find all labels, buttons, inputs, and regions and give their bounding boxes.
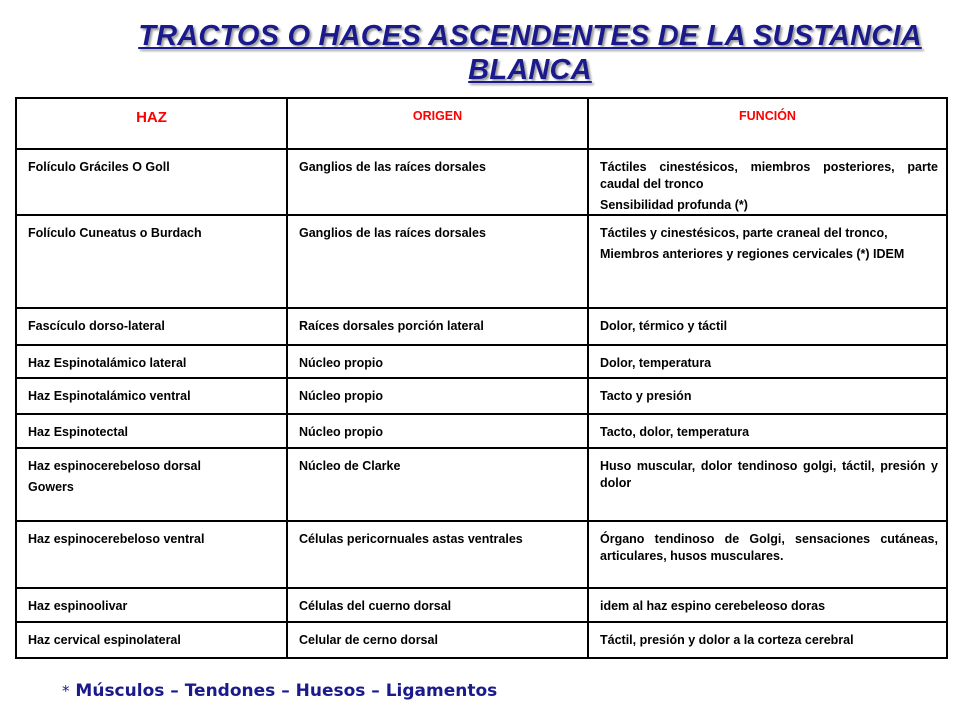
- cell-funcion: [588, 448, 947, 521]
- cell-funcion-text-2: Miembros anteriores y regiones cervicales (*) IDEM: [600, 247, 905, 261]
- cell-haz-text: Haz espinocerebeloso dorsal: [28, 459, 201, 473]
- haces-table: [15, 97, 948, 659]
- cell-origen: [287, 521, 588, 588]
- cell-funcion: [588, 149, 947, 215]
- cell-origen-text: Ganglios de las raíces dorsales: [299, 160, 486, 174]
- cell-funcion-text-2: Sensibilidad profunda (*): [600, 198, 748, 212]
- table-row: [16, 622, 947, 658]
- page-title-line-2: BLANCA: [468, 54, 592, 86]
- header-haz: HAZ: [16, 98, 287, 149]
- cell-funcion: [588, 378, 947, 414]
- header-origen: ORIGEN: [287, 98, 588, 149]
- footnote-text: Músculos – Tendones – Huesos – Ligamentos: [75, 681, 498, 701]
- cell-funcion-text: Dolor, temperatura: [600, 356, 712, 370]
- cell-haz: [16, 149, 287, 215]
- cell-origen-text: Núcleo de Clarke: [299, 459, 401, 473]
- table-row: [16, 448, 947, 521]
- cell-funcion-text: Dolor, térmico y táctil: [600, 319, 728, 333]
- table-row: [16, 414, 947, 448]
- cell-haz-text: Haz Espinotalámico ventral: [28, 389, 191, 403]
- cell-origen: [287, 414, 588, 448]
- cell-origen: [287, 308, 588, 345]
- cell-haz-text-2: Gowers: [28, 480, 74, 494]
- cell-funcion: [588, 521, 947, 588]
- cell-haz: [16, 215, 287, 308]
- cell-funcion-text: Táctiles cinestésicos, miembros posteriores, parte caudal del tronco: [600, 160, 938, 191]
- cell-origen-text: Núcleo propio: [299, 389, 384, 403]
- cell-haz-text: Haz Espinotalámico lateral: [28, 356, 187, 370]
- cell-haz-text: Haz Espinotectal: [28, 425, 129, 439]
- page-title-line-1: TRACTOS O HACES ASCENDENTES DE LA SUSTANCIA: [138, 20, 922, 52]
- table-row: [16, 378, 947, 414]
- cell-haz: [16, 414, 287, 448]
- cell-origen: [287, 448, 588, 521]
- cell-haz-text: Haz espinocerebeloso ventral: [28, 532, 205, 546]
- cell-origen-text: Núcleo propio: [299, 356, 384, 370]
- cell-funcion-text: Órgano tendinoso de Golgi, sensaciones cutáneas, articulares, husos musculares.: [600, 532, 938, 563]
- cell-haz: [16, 521, 287, 588]
- cell-origen: [287, 622, 588, 658]
- cell-funcion: [588, 414, 947, 448]
- cell-funcion: [588, 622, 947, 658]
- cell-funcion: [588, 215, 947, 308]
- header-funcion: FUNCIÓN: [588, 98, 947, 149]
- cell-haz-text: Folículo Gráciles O Goll: [28, 160, 170, 174]
- cell-funcion: [588, 308, 947, 345]
- cell-haz-text: Haz espinoolivar: [28, 599, 128, 613]
- cell-funcion-text: Tacto y presión: [600, 389, 692, 403]
- cell-funcion: [588, 345, 947, 378]
- cell-haz: [16, 378, 287, 414]
- cell-origen: [287, 378, 588, 414]
- cell-haz-text: Fascículo dorso-lateral: [28, 319, 165, 333]
- cell-origen: [287, 588, 588, 622]
- cell-haz: [16, 308, 287, 345]
- cell-origen: [287, 149, 588, 215]
- cell-origen-text: Células del cuerno dorsal: [299, 599, 452, 613]
- cell-haz: [16, 345, 287, 378]
- cell-origen-text: Ganglios de las raíces dorsales: [299, 226, 486, 240]
- cell-origen: [287, 345, 588, 378]
- cell-funcion: [588, 588, 947, 622]
- cell-origen-text: Células pericornuales astas ventrales: [299, 532, 523, 546]
- cell-funcion-text: Táctil, presión y dolor a la corteza cerebral: [600, 633, 854, 647]
- cell-haz-text: Folículo Cuneatus o Burdach: [28, 226, 202, 240]
- table-row: [16, 308, 947, 345]
- cell-funcion-text: Táctiles y cinestésicos, parte craneal del tronco,: [600, 226, 888, 240]
- cell-origen-text: Raíces dorsales porción lateral: [299, 319, 484, 333]
- cell-origen-text: Núcleo propio: [299, 425, 384, 439]
- table-row: [16, 215, 947, 308]
- cell-haz: [16, 448, 287, 521]
- table-header-row: [16, 98, 947, 149]
- cell-origen-text: Celular de cerno dorsal: [299, 633, 438, 647]
- cell-haz: [16, 588, 287, 622]
- table-row: [16, 588, 947, 622]
- footnote-asterisk: *: [62, 682, 70, 700]
- cell-origen: [287, 215, 588, 308]
- cell-haz: [16, 622, 287, 658]
- table-row: [16, 521, 947, 588]
- cell-funcion-text: idem al haz espino cerebeleoso doras: [600, 599, 826, 613]
- cell-funcion-text: Tacto, dolor, temperatura: [600, 425, 750, 439]
- cell-haz-text: Haz cervical espinolateral: [28, 633, 181, 647]
- table-row: [16, 149, 947, 215]
- table-row: [16, 345, 947, 378]
- cell-funcion-text: Huso muscular, dolor tendinoso golgi, táctil, presión y dolor: [600, 459, 938, 490]
- footnote: [62, 681, 497, 701]
